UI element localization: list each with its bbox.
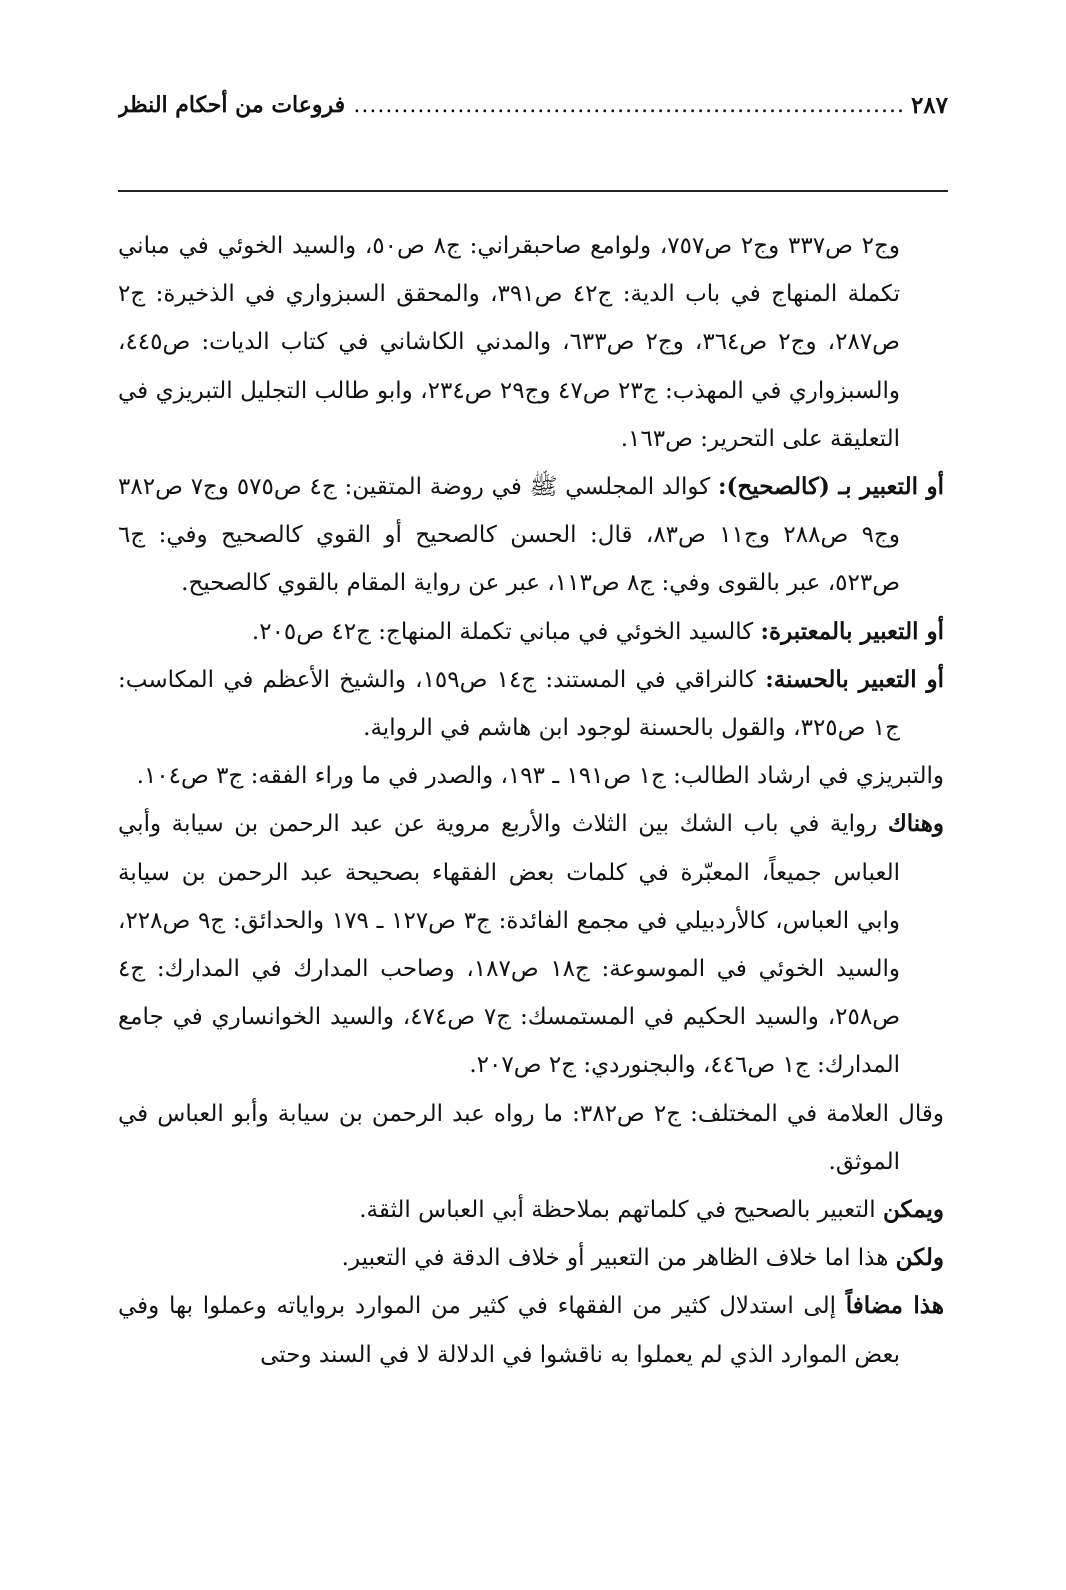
paragraph-text: والتبريزي في ارشاد الطالب: ج١ ص١٩١ ـ ١٩٣، والصدر في ما وراء الفقه: ج٣ ص١٠٤. [136,763,944,790]
paragraph-text: التعبير بالصحيح في كلماتهم بملاحظة أبي العباس الثقة. [359,1197,883,1224]
paragraph-text: كالنراقي في المستند: ج١٤ ص١٥٩، والشيخ الأعظم في المكاسب: ج١ ص٣٢٥، والقول بالحسنة لوجود ابن هاشم في الرواية. [118,666,900,742]
footnote-paragraph [118,752,944,800]
paragraph-lead: ولكن [895,1244,944,1272]
footnote-paragraph [118,1090,944,1186]
footnote-paragraph [118,1186,944,1234]
paragraph-text: هذا اما خلاف الظاهر من التعبير أو خلاف الدقة في التعبير. [341,1245,896,1272]
paragraph-lead: وهناك [887,810,944,838]
paragraph-text: وقال العلامة في المختلف: ج٢ ص٣٨٢: ما رواه عبد الرحمن بن سيابة وأبو العباس في الموثق. [118,1100,944,1175]
footnote-paragraph [118,608,944,656]
paragraph-lead: أو التعبير بـ (كالصحيح): [718,473,944,501]
running-title: فروعات من أحكام النظر [118,92,346,118]
paragraph-lead: أو التعبير بالحسنة: [765,665,945,693]
paragraph-lead: هذا مضافاً [845,1292,945,1320]
paragraph-text: كوالد المجلسي ﷺ في روضة المتقين: ج٤ ص٥٧٥ وج٧ ص٣٨٢ وج٩ ص٢٨٨ وج١١ ص٨٣، قال: الحسن كالصحيح أو القوي كالصحيح وفي: ج٦ ص٥٢٣، عبر بالقوى وفي: ج٨ ص١١٣، عبر عن رواية المقام بالقوي كالصحيح. [118,474,900,597]
paragraph-lead: أو التعبير بالمعتبرة: [760,617,944,645]
footnote-paragraph [118,656,944,752]
paragraph-text: رواية في باب الشك بين الثلاث والأربع مروية عن عبد الرحمن بن سيابة وأبي العباس جميعاً، المعبّرة في كلمات بعض الفقهاء بصحيحة عبد الرحمن بن سيابة وابي العباس، كالأردبيلي في مجمع الفائدة: ج٣ ص١٢٧ ـ ١٧٩ والحدائق: ج٩ ص٢٢٨، والسيد الخوئي في الموسوعة: ج١٨ ص١٨٧، وصاحب المدارك في المدارك: ج٤ ص٢٥٨، والسيد الحكيم في المستمسك: ج٧ ص٤٧٤، والسيد الخوانساري في جامع المدارك: ج١ ص٤٤٦، والبجنوردي: ج٢ ص٢٠٧. [118,811,900,1079]
footnote-paragraph [118,1282,944,1378]
footnote-paragraph [118,222,944,463]
footnote-paragraph [118,1234,944,1282]
footnote-separator-rule [118,190,948,192]
footnote-paragraph [118,463,944,608]
leader-dots [351,93,905,118]
footnote-paragraph [118,800,944,1089]
running-header [118,80,948,130]
footnote-body [118,222,944,1379]
paragraph-text: إلى استدلال كثير من الفقهاء في كثير من الموارد برواياته وعملوا بها وفي بعض الموارد الذي لم يعملوا به ناقشوا في الدلالة لا في السند وحتى [118,1293,900,1368]
paragraph-text: كالسيد الخوئي في مباني تكملة المنهاج: ج٤٢ ص٢٠٥. [251,618,761,645]
page-number: ٢٨٧ [910,91,948,119]
paragraph-lead: ويمكن [882,1196,944,1224]
paragraph-text: وج٢ ص٣٣٧ وج٢ ص٧٥٧، ولوامع صاحبقراني: ج٨ ص٥٠، والسيد الخوئي في مباني تكملة المنهاج في باب الدية: ج٤٢ ص٣٩١، والمحقق السبزواري في الذخيرة: ج٢ ص٢٨٧، وج٢ ص٣٦٤، وج٢ ص٦٣٣، والمدني الكاشاني في كتاب الديات: ص٤٤٥، والسبزواري في المهذب: ج٢٣ ص٤٧ وج٢٩ ص٢٣٤، وابو طالب التجليل التبريزي في التعليقة على التحرير: ص١٦٣. [118,233,900,452]
